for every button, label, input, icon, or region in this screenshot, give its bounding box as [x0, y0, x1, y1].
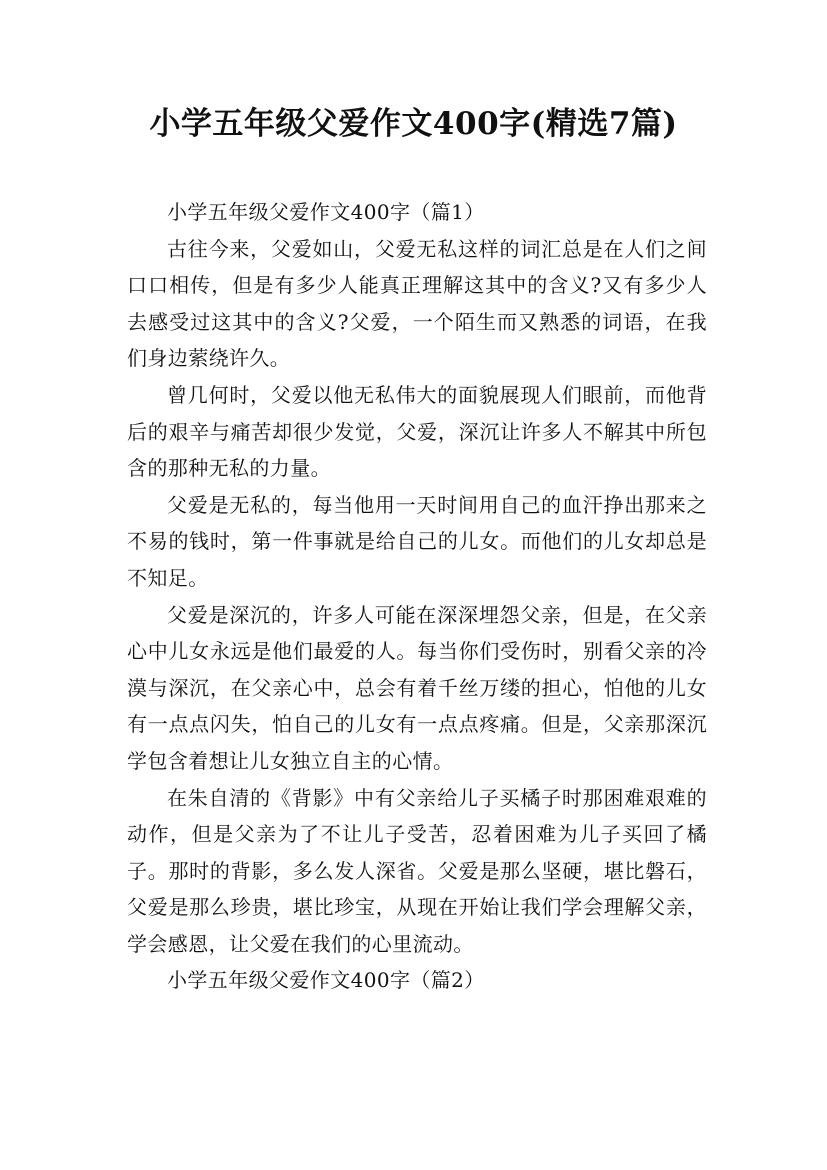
document-body	[127, 194, 707, 999]
section-heading-2: 小学五年级父爱作文400字（篇2）	[167, 968, 485, 993]
paragraph: 在朱自清的《背影》中有父亲给儿子买橘子时那困难艰难的动作，但是父亲为了不让儿子受苦，忍着困难为儿子买回了橘子。那时的背影，多么发人深省。父爱是那么坚硬，堪比磐石，父爱是那么珍贵，堪比珍宝，从现在开始让我们学会理解父亲，学会感恩，让父爱在我们的心里流动。	[127, 785, 707, 956]
paragraph: 父爱是无私的，每当他用一天时间用自己的血汗挣出那来之不易的钱时，第一件事就是给自己的儿女。而他们的儿女却总是不知足。	[127, 492, 707, 590]
paragraph: 曾几何时，父爱以他无私伟大的面貌展现人们眼前，而他背后的艰辛与痛苦却很少发觉，父爱，深沉让许多人不解其中所包含的那种无私的力量。	[127, 382, 707, 481]
paragraph: 父爱是深沉的，许多人可能在深深埋怨父亲，但是，在父亲心中儿女永远是他们最爱的人。每当你们受伤时，别看父亲的冷漠与深沉，在父亲心中，总会有着千丝万缕的担心，怕他的儿女有一点点闪失，怕自己的儿女有一点点疼痛。但是，父亲那深沉学包含着想让儿女独立自主的心情。	[127, 602, 707, 773]
paragraph: 古往今来，父爱如山，父爱无私这样的词汇总是在人们之间口口相传，但是有多少人能真正理解这其中的含义?又有多少人去感受过这其中的含义?父爱，一个陌生而又熟悉的词语，在我们身边萦绕许久。	[127, 236, 707, 371]
section-heading-1: 小学五年级父爱作文400字（篇1）	[167, 200, 485, 224]
document-title: 小学五年级父爱作文400字(精选7篇)	[149, 106, 678, 142]
